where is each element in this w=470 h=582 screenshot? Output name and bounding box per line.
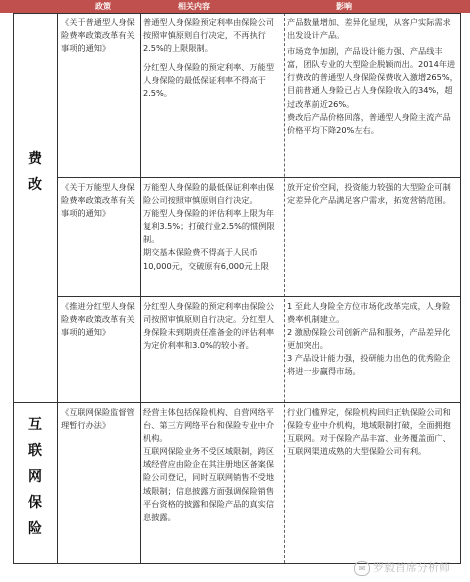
policy-cell (61, 300, 138, 339)
column-divider (140, 13, 141, 563)
content-cell (143, 406, 282, 524)
content-cell (143, 300, 282, 352)
column-divider (284, 13, 285, 563)
policy-cell (61, 181, 138, 220)
impact-paragraph: 2 激励保险公司创新产品和服务，产品差异化更加突出。 (287, 327, 451, 351)
policy-title: 《关于普通型人身保险费率政策改革有关事项的通知》 (61, 17, 135, 54)
row-divider (57, 296, 461, 297)
category-char: 险 (28, 521, 42, 537)
policy-title: 《关于万能型人身保险费率政策改革有关事项的通知》 (61, 182, 135, 219)
category-char: 联 (28, 443, 42, 459)
impact-paragraph: 费改后产品价格回落，普通型人身险主流产品价格平均下降20%左右。 (287, 111, 451, 135)
category-char: 改 (28, 177, 42, 193)
column-divider (57, 13, 58, 563)
category-fee-reform (14, 146, 56, 198)
impact-cell (287, 181, 458, 207)
watermark (354, 560, 466, 576)
impact-cell (287, 300, 458, 379)
content-paragraph: 互联网保险业务不受区域限制，跨区域经营应由险企在其注册地区备案保险公司登记，同时互联网销售不受地域限制；信息披露方面强调保险销售平台资格的披露和保险产品的真实信息披露。 (143, 446, 275, 522)
table-border-right (460, 13, 461, 563)
category-internet-insurance (14, 412, 56, 542)
impact-paragraph: 产品数量增加、差异化显现，从客户实际需求出发设计产品。 (287, 17, 451, 41)
watermark-text: 罗毅首席分析师 (373, 561, 450, 574)
header-policy: 政策 (95, 2, 111, 11)
policy-title: 《互联网保险监督管理暂行办法》 (61, 407, 135, 431)
impact-paragraph: 市场竞争加剧，产品设计能力强、产品线丰富，团队专业的大型险企脱颖而出。2014年进行费改的普通型人身保险保费收入激增265%，目前普通人身险已占人身保险收入的34%，超过改革前近26%。 (287, 46, 458, 109)
header-content: 相关内容 (178, 2, 210, 11)
impact-paragraph: 1 至此人身险全方位市场化改革完成，人身险费率机制建立。 (287, 301, 451, 325)
category-char: 网 (28, 469, 42, 485)
impact-paragraph: 放开定价空间，投资能力较强的大型险企可制定差异化产品满足客户需求，拓宽营销范围。 (287, 182, 451, 206)
content-paragraph: 普通型人身保险预定利率由保险公司按照审慎原则自行决定，不再执行2.5%的上限限制。 (143, 17, 275, 54)
category-char: 互 (28, 417, 42, 433)
row-divider (13, 402, 461, 403)
policy-title: 《推进分红型人身保险费率政策改革有关事项的通知》 (61, 301, 135, 338)
impact-cell (287, 406, 458, 458)
category-char: 保 (28, 495, 42, 511)
table-header (0, 0, 470, 13)
policy-cell (61, 406, 138, 432)
content-cell (143, 16, 282, 101)
policy-cell (61, 16, 138, 55)
content-paragraph: 分红型人身保险的预定利率由保险公司按照审慎原则自行决定。分红型人身保险未到期责任准备金的评估利率为定价利率和3.0%的较小者。 (143, 301, 275, 351)
header-impact: 影响 (336, 2, 352, 11)
content-paragraph: 万能型人身保险的最低保证利率由保险公司按照审慎原则自行决定。 (143, 182, 275, 206)
impact-paragraph: 行业门槛界定，保险机构回归正轨保险公司和保险专业中介机构，地域限制打破，全面拥抱互联网。对于保险产品丰富、业务覆盖面广、互联网渠道成熟的大型保险公司有利。 (287, 407, 451, 457)
content-paragraph: 分红型人身保险的预定利率、万能型人身保险的最低保证利率不得高于2.5%。 (143, 62, 275, 99)
impact-paragraph: 3 产品设计能力强，投研能力出色的优秀险企将进一步赢得市场。 (287, 353, 451, 377)
row-divider (13, 13, 461, 14)
row-divider (57, 177, 461, 178)
content-paragraph: 经营主体包括保险机构、自营网络平台、第三方网络平台和保险专业中介机构。 (143, 407, 275, 444)
impact-cell (287, 16, 458, 137)
category-char: 费 (28, 151, 42, 167)
content-paragraph: 万能型人身保险的评估利率上限为年复利3.5%；打破行业2.5%的惯例限制。 (143, 208, 275, 245)
content-cell (143, 181, 282, 273)
wechat-icon: ✉ (354, 561, 370, 576)
content-paragraph: 期交基本保险费不得高于人民币10,000元，交破原有6,000元上限 (143, 247, 269, 271)
